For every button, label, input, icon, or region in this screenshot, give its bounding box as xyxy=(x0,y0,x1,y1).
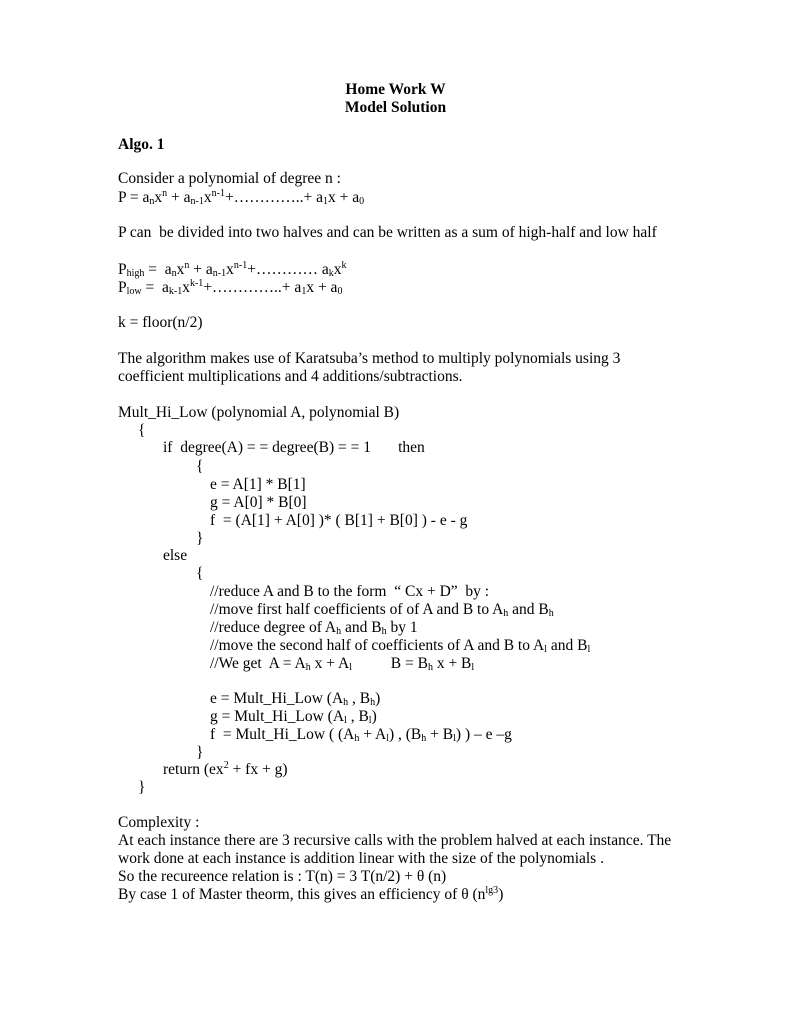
complexity-text: At each instance there are 3 recursive calls with the problem halved at each instance. The xyxy=(118,832,672,849)
document-subtitle: Model Solution xyxy=(344,99,447,116)
section-heading: Algo. 1 xyxy=(118,136,165,153)
code-brace: } xyxy=(196,744,204,761)
function-signature: Mult_Hi_Low (polynomial A, polynomial B) xyxy=(118,404,400,421)
recursive-call: g = Mult_Hi_Low ($A_l$ , $B_l$) xyxy=(210,708,377,726)
complexity-heading: Complexity : xyxy=(118,814,200,831)
split-description: P can be divided into two halves and can be written as a sum of high-half and low half xyxy=(118,224,657,241)
else-keyword: else xyxy=(163,547,188,564)
code-comment: //move the second half of coefficients of A and B to $A_l$ and $B_l$ xyxy=(210,637,591,655)
p-low-definition: $P_{low}$ = $a_{k-1}x^{k-1}+\dots\dots\dots\dots..+ a_1x + a_0$ xyxy=(118,278,343,297)
p-high-definition: $P_{high} = a_nx^n$ + $a_{n-1}x^{n-1}+\dots\dots\dots\dots$ $a_kx^k$ xyxy=(118,260,347,279)
code-line: g = A[0] * B[0] xyxy=(210,494,307,511)
code-comment: //reduce degree of $A_h$ and $B_h$ by 1 xyxy=(210,619,418,637)
k-definition: k = floor(n/2) xyxy=(118,314,203,331)
code-brace: { xyxy=(138,422,146,439)
algorithm-description-line: The algorithm makes use of Karatsuba’s method to multiply polynomials using 3 xyxy=(118,350,621,367)
recurrence-relation: So the recureence relation is : T(n) = 3 T(n/2) + θ (n) xyxy=(118,868,447,885)
efficiency-result: By case 1 of Master theorm, this gives an efficiency of θ $(n^{lg3})$ xyxy=(118,885,504,903)
polynomial-definition: $P = a_nx^n$ + $a_{n-1}x^{n-1}+\dots\dots\dots\dots..+ a_1x + a_0$ xyxy=(118,188,365,207)
code-brace: { xyxy=(196,458,204,475)
complexity-text: work done at each instance is addition linear with the size of the polynomials . xyxy=(118,850,604,867)
code-brace: } xyxy=(196,530,204,547)
recursive-call: f = Mult_Hi_Low ( $(A_h + A_l)$ , $(B_h + B_l)$ ) – e –g xyxy=(210,726,512,744)
intro-line: Consider a polynomial of degree n : xyxy=(118,170,341,187)
code-line: e = A[1] * B[1] xyxy=(210,476,306,493)
code-line: f = (A[1] + A[0] )* ( B[1] + B[0] ) - e - g xyxy=(210,512,468,529)
return-statement: return ($ex^2$ + fx + g) xyxy=(163,760,288,778)
code-comment: //reduce A and B to the form “ Cx + D” by : xyxy=(210,583,490,600)
code-brace: { xyxy=(196,565,204,582)
if-statement: if degree(A) = = degree(B) = = 1 then xyxy=(163,439,425,456)
document-title: Home Work W xyxy=(345,81,446,98)
code-comment: //We get $A = A_h$ $x + A_l$ $B = B_h$ $x + B_l$ xyxy=(210,655,475,673)
algorithm-description-line: coefficient multiplications and 4 additions/subtractions. xyxy=(118,368,463,385)
code-comment: //move first half coefficients of of A and B to $A_h$ and $B_h$ xyxy=(210,601,554,619)
recursive-call: e = Mult_Hi_Low ($A_h$ , $B_h$) xyxy=(210,690,381,708)
code-brace: } xyxy=(138,779,146,796)
